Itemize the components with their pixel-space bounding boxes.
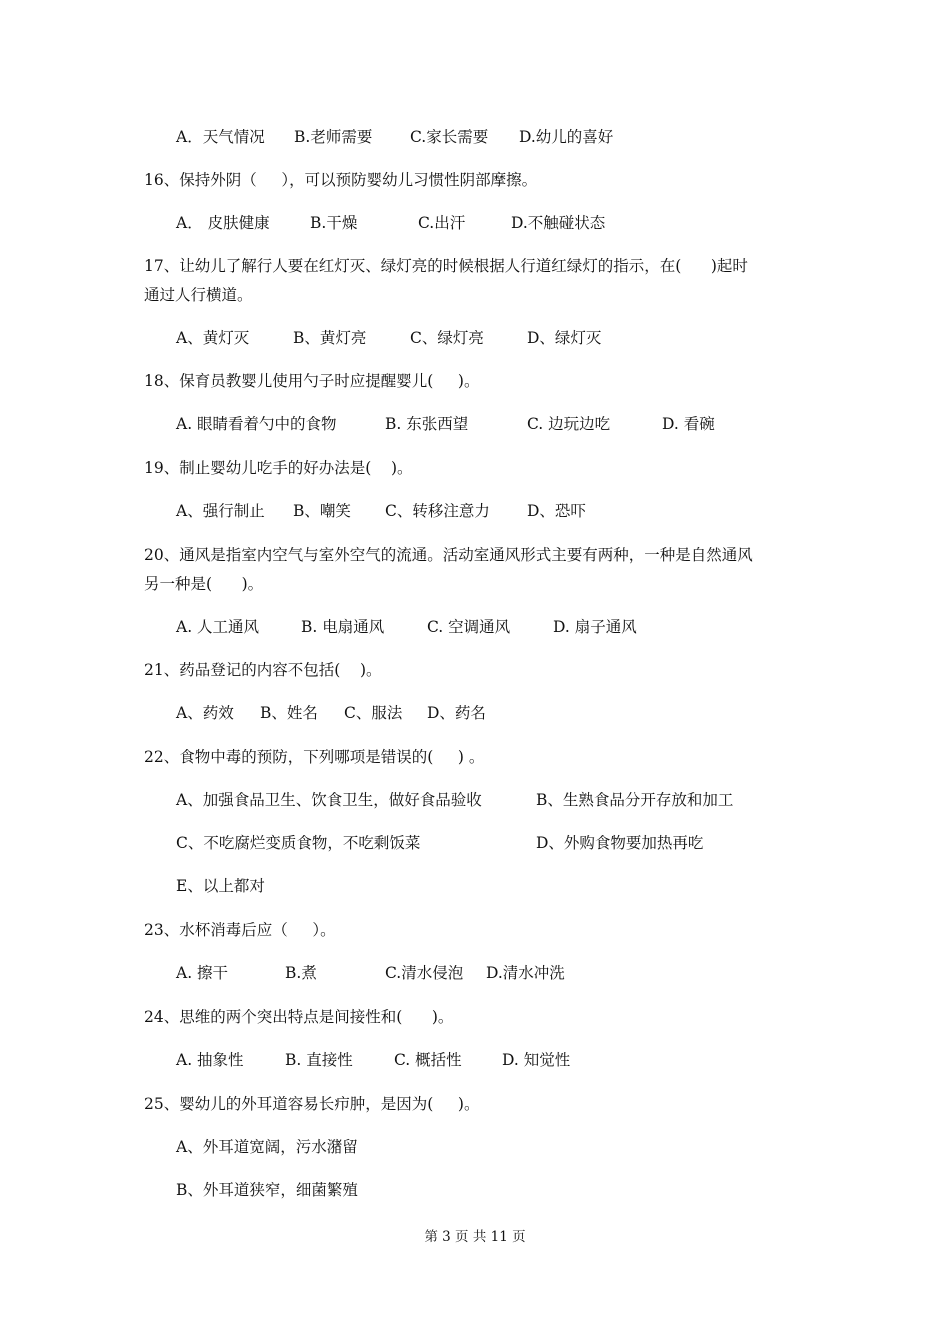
q16-option-c: C.出汗 bbox=[418, 214, 466, 232]
q19-option-a: A、强行制止 bbox=[176, 502, 265, 520]
q18-stem: 18、保育员教婴儿使用勺子时应提醒婴儿( )。 bbox=[144, 372, 480, 390]
q24-stem: 24、思维的两个突出特点是间接性和( )。 bbox=[144, 1008, 454, 1026]
q21-stem: 21、药品登记的内容不包括( )。 bbox=[144, 661, 382, 679]
q24-option-b: B. 直接性 bbox=[285, 1051, 353, 1069]
q21-option-c: C、服法 bbox=[344, 704, 403, 722]
q17-option-b: B、黄灯亮 bbox=[293, 329, 367, 347]
q24-option-a: A. 抽象性 bbox=[176, 1051, 244, 1069]
q16-option-d: D.不触碰状态 bbox=[511, 214, 606, 232]
q16-option-b: B.干燥 bbox=[310, 214, 358, 232]
q19-option-b: B、嘲笑 bbox=[293, 502, 351, 520]
q22-stem: 22、食物中毒的预防，下列哪项是错误的( ) 。 bbox=[144, 748, 485, 766]
q23-option-d: D.清水冲洗 bbox=[486, 964, 565, 982]
q17-stem-line2: 通过人行横道。 bbox=[144, 286, 253, 304]
q20-option-d: D. 扇子通风 bbox=[553, 618, 637, 636]
q18-option-b: B. 东张西望 bbox=[385, 415, 469, 433]
q19-option-c: C、转移注意力 bbox=[385, 502, 490, 520]
q15-option-b: B.老师需要 bbox=[294, 128, 373, 146]
q20-option-b: B. 电扇通风 bbox=[301, 618, 385, 636]
q22-option-b: B、生熟食品分开存放和加工 bbox=[536, 791, 734, 809]
q20-stem-line1: 20、通风是指室内空气与室外空气的流通。活动室通风形式主要有两种，一种是自然通风 bbox=[144, 546, 753, 564]
q23-option-a: A. 擦干 bbox=[176, 964, 229, 982]
q16-option-a: A． 皮肤健康 bbox=[176, 214, 270, 232]
q21-option-a: A、药效 bbox=[176, 704, 234, 722]
q25-option-b: B、外耳道狭窄，细菌繁殖 bbox=[176, 1181, 358, 1199]
q22-option-a: A、加强食品卫生、饮食卫生，做好食品验收 bbox=[176, 791, 482, 809]
q16-stem: 16、保持外阴（ ），可以预防婴幼儿习惯性阴部摩擦。 bbox=[144, 171, 538, 189]
q25-stem: 25、婴幼儿的外耳道容易长疖肿，是因为( )。 bbox=[144, 1095, 480, 1113]
q15-option-c: C.家长需要 bbox=[410, 128, 489, 146]
q21-option-b: B、姓名 bbox=[260, 704, 318, 722]
q20-option-a: A. 人工通风 bbox=[176, 618, 260, 636]
q19-option-d: D、恐吓 bbox=[527, 502, 586, 520]
q18-option-a: A. 眼睛看着勺中的食物 bbox=[176, 415, 337, 433]
q17-option-a: A、黄灯灭 bbox=[176, 329, 250, 347]
q22-option-e: E、以上都对 bbox=[176, 877, 265, 895]
q20-stem-line2: 另一种是( )。 bbox=[144, 575, 264, 593]
q20-option-c: C. 空调通风 bbox=[427, 618, 511, 636]
q19-stem: 19、制止婴幼儿吃手的好办法是( )。 bbox=[144, 459, 413, 477]
q25-option-a: A、外耳道宽阔，污水潴留 bbox=[176, 1138, 358, 1156]
q17-option-d: D、绿灯灭 bbox=[527, 329, 602, 347]
q21-option-d: D、药名 bbox=[427, 704, 486, 722]
q22-option-c: C、不吃腐烂变质食物，不吃剩饭菜 bbox=[176, 834, 421, 852]
q15-option-d: D.幼儿的喜好 bbox=[519, 128, 614, 146]
q24-option-d: D. 知觉性 bbox=[502, 1051, 571, 1069]
q17-option-c: C、绿灯亮 bbox=[410, 329, 484, 347]
q24-option-c: C. 概括性 bbox=[394, 1051, 462, 1069]
q17-stem-line1: 17、让幼儿了解行人要在红灯灭、绿灯亮的时候根据人行道红绿灯的指示，在( )起时 bbox=[144, 257, 748, 275]
q23-option-c: C.清水侵泡 bbox=[385, 964, 464, 982]
q23-option-b: B.煮 bbox=[285, 964, 317, 982]
q18-option-d: D. 看碗 bbox=[662, 415, 715, 433]
q18-option-c: C. 边玩边吃 bbox=[527, 415, 611, 433]
q23-stem: 23、水杯消毒后应（ ）。 bbox=[144, 921, 336, 939]
q15-option-a: A．天气情况 bbox=[176, 128, 265, 146]
q22-option-d: D、外购食物要加热再吃 bbox=[536, 834, 704, 852]
page-number-footer: 第 3 页 共 11 页 bbox=[424, 1229, 526, 1245]
